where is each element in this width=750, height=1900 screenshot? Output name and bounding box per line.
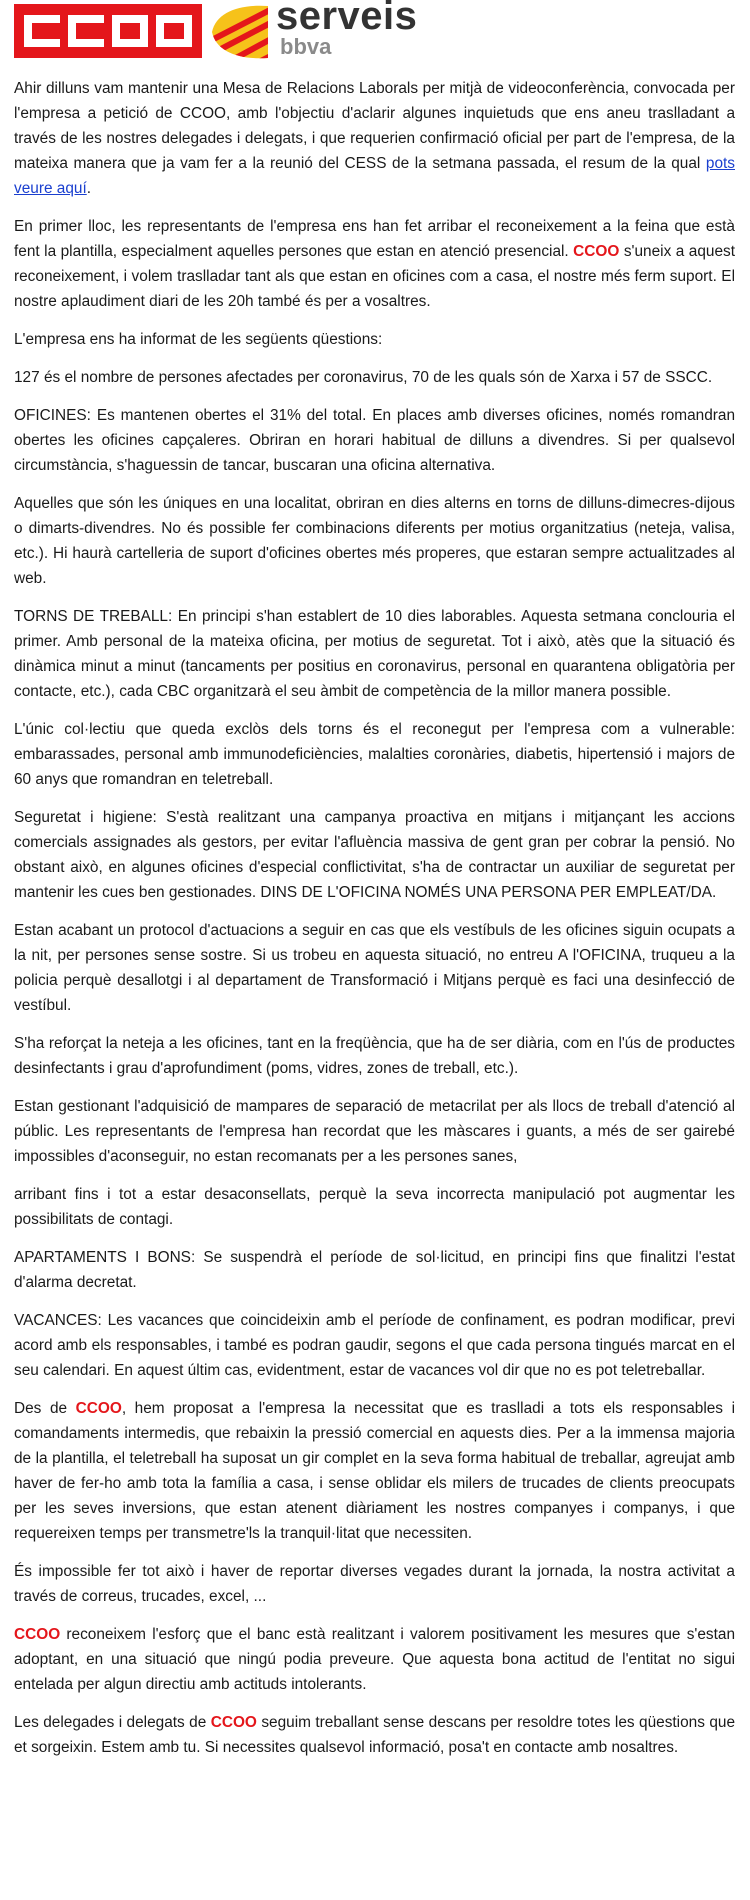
brand-mention: CCOO [573,243,620,260]
ccoo-logo-mark [20,11,196,51]
header [14,0,734,64]
paragraph-proposal: Des de CCOO, hem proposat a l'empresa la necessitat que es traslladi a tots els responsables i comandaments intermedis, que rebaixin la pressió comercial en aquests dies. Per a la immensa majoria de la plantilla, el teletreball ha suposat un gir complet en la seva forma habitual de treballar, agreujat amb haver de fer-ho amb tota la família a casa, i sense oblidar els milers de trucades de clients preocupats per les seves inversions, que estan atenent diàriament les nostres companyes i companys, i que requereixen temps per transmetre'ls la tranquil·litat que necessiten. [14,1400,735,1542]
brand-mention: CCOO [210,1714,257,1731]
paragraph-torns: TORNS DE TREBALL: En principi s'han establert de 10 dies laborables. Aquesta setmana conclouria el primer. Amb personal de la mateixa oficina, per motius de seguretat. Tot i això, atès que la situació és dinàmica minut a minut (tancaments per positius en coronavirus, personal en quarantena obligatòria per contacte, etc.), cada CBC organitzarà el seu àmbit de competència de la millor manera possible. [14,608,735,700]
paragraph-contagi: arribant fins i tot a estar desaconsellats, perquè la seva incorrecta manipulació pot augmentar les possibilitats de contagi. [14,1186,735,1228]
paragraph-oficines-alternate: Aquelles que són les úniques en una localitat, obriran en dies alterns en torns de dilluns-dimecres-dijous o dimarts-divendres. No és possible fer combinacions diferents per motius organitzatius (neteja, valisa, etc.). Hi haurà cartelleria de suport d'oficines obertes més properes, que estaran sempre actualitzades al web. [14,495,735,587]
paragraph-recognition: CCOO reconeixem l'esforç que el banc està realitzant i valorem positivament les mesures que s'estan adoptant, en una situació que ningú podia preveure. Que aquesta bona actitud de l'entitat no sigui entelada per algun directiu amb actituds intolerants. [14,1626,735,1693]
paragraph-affected-count: 127 és el nombre de persones afectades per coronavirus, 70 de les quals són de Xarxa i 57 de SSCC. [14,369,713,386]
logo-subtitle: bbva [280,34,332,59]
paragraph-protocol: Estan acabant un protocol d'actuacions a seguir en cas que els vestíbuls de les oficines siguin ocupats a la nit, per persones sense sostre. Si us trobeu en aquesta situació, no entreu A l'OFICINA, truqueu a la policia perquè desallotgi i al departament de Transformació i Mitjans perquè es faci una desinfecció de vestíbul. [14,922,735,1014]
brand-mention: CCOO [75,1400,122,1417]
article-body [14,76,735,1773]
paragraph-vulnerable: L'únic col·lectiu que queda exclòs dels torns és el reconegut per l'empresa com a vulnerable: embarassades, personal amb immunodeficiències, malalties coronàries, diabetis, hipertensió i majors de 60 anys que romandran en teletreball. [14,721,735,788]
paragraph-closing: Les delegades i delegats de CCOO seguim treballant sense descans per resoldre totes les qüestions que et sorgeixin. Estem amb tu. Si necessites qualsevol informació, posa't en contacte amb nosaltres. [14,1714,736,1756]
paragraph-apartaments: APARTAMENTS I BONS: Se suspendrà el període de sol·licitud, en principi fins que finalitzi l'estat d'alarma decretat. [14,1249,735,1291]
paragraph-intro: Ahir dilluns vam mantenir una Mesa de Relacions Laborals per mitjà de videoconferència, convocada per l'empresa a petició de CCOO, amb l'objectiu d'aclarir algunes inquietuds que ens aneu traslladant a través de les nostres delegades i delegats, i que requerien confirmació oficial per part de l'empresa, de la mateixa manera que ja vam fer a la reunió del CESS de la setmana passada, el resum de la qual pots veure aquí. [14,80,735,197]
brand-mention: CCOO [14,1626,61,1643]
paragraph-mampares: Estan gestionant l'adquisició de mampares de separació de metacrilat per als llocs de treball d'atenció al públic. Les representants de l'empresa han recordat que les màscares i guants, a més de ser gairebé impossibles d'aconseguir, no estan recomanats per a les persones sanes, [14,1098,735,1165]
logo-title: serveis [276,0,418,38]
paragraph-neteja: S'ha reforçat la neteja a les oficines, tant en la freqüència, que ha de ser diària, com en l'ús de productes desinfectants i grau d'aprofundiment (poms, vidres, zones de treball, etc.). [14,1035,735,1077]
paragraph-oficines: OFICINES: Es mantenen obertes el 31% del total. En places amb diverses oficines, només romandran obertes les oficines capçaleres. Obriran en horari habitual de dilluns a divendres. Si per qualsevol circumstància, s'haguessin de tancar, buscaran una oficina alternativa. [14,407,735,474]
senyera-flag-icon [210,2,270,62]
paragraph-vacances: VACANCES: Les vacances que coincideixin amb el període de confinament, es podran modificar, previ acord amb els responsables, i també es podran gaudir, segons el que cada persona tingués marcat en el seu calendari. En aquest últim cas, evidentment, estar de vacances vol dir que no es pot teletreballar. [14,1312,735,1379]
pots-veure-aqui-link[interactable]: pots veure aquí [14,155,735,197]
paragraph-seguretat: Seguretat i higiene: S'està realitzant una campanya proactiva en mitjans i mitjançant les accions comercials assignades als gestors, per evitar l'afluència massiva de gent gran per cobrar la pensió. No obstant això, en algunes oficines d'especial conflictivitat, s'ha de contractar un auxiliar de seguretat per mantenir les cues ben gestionades. DINS DE L'OFICINA NOMÉS UNA PERSONA PER EMPLEAT/DA. [14,809,735,901]
paragraph-acknowledgement: En primer lloc, les representants de l'empresa ens han fet arribar el reconeixement a la feina que està fent la plantilla, especialment aquelles persones que estan en atenció presencial. CCOO s'uneix a aquest reconeixement, i volem traslladar tant als que estan en oficines com a casa, el nostre més ferm suport. El nostre aplaudiment diari de les 20h també és per a vosaltres. [14,218,735,310]
paragraph-info-lead: L'empresa ens ha informat de les següents qüestions: [14,331,383,348]
ccoo-logo [14,4,202,58]
paragraph-reporting: És impossible fer tot això i haver de reportar diverses vegades durant la jornada, la nostra activitat a través de correus, trucades, excel, ... [14,1563,735,1605]
